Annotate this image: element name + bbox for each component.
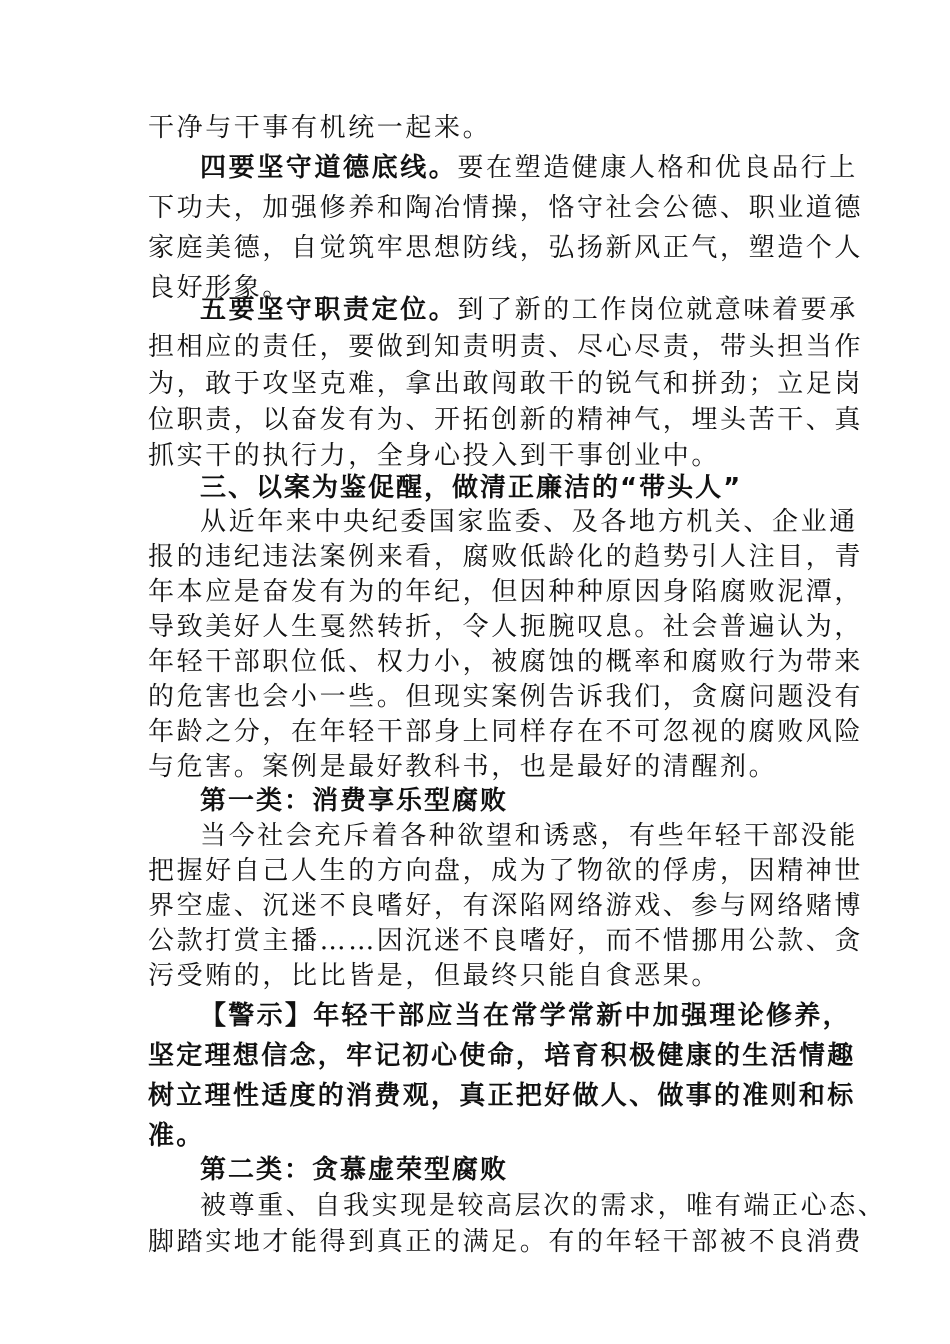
paragraph-line: 导致美好人生戛然转折，令人扼腕叹息。社会普遍认为， bbox=[148, 612, 864, 642]
paragraph-line: 被尊重、自我实现是较高层次的需求，唯有端正心态、 bbox=[200, 1191, 887, 1221]
paragraph-line: 的危害也会小一些。但现实案例告诉我们，贪腐问题没有 bbox=[148, 682, 864, 712]
paragraph-line: 年龄之分，在年轻干部身上同样存在不可忽视的腐败风险 bbox=[148, 717, 864, 747]
warning-line: 坚定理想信念，牢记初心使命，培育积极健康的生活情趣 bbox=[148, 1041, 856, 1071]
paragraph-lead-bold: 五要坚守职责定位。 bbox=[200, 295, 458, 325]
subsection-heading: 第二类：贪慕虚荣型腐败 bbox=[200, 1155, 509, 1185]
paragraph-four-first-line bbox=[200, 148, 890, 188]
warning-line: 树立理性适度的消费观，真正把好做人、做事的准则和标 bbox=[148, 1081, 856, 1111]
paragraph-line: 脚踏实地才能得到真正的满足。有的年轻干部被不良消费 bbox=[148, 1227, 864, 1257]
paragraph-line: 位职责，以奋发有为、开拓创新的精神气，埋头苦干、真 bbox=[148, 405, 864, 435]
paragraph-line: 为，敢于攻坚克难，拿出敢闯敢干的锐气和拼劲；立足岗 bbox=[148, 369, 864, 399]
paragraph-line: 报的违纪违法案例来看，腐败低龄化的趋势引人注目，青 bbox=[148, 542, 864, 572]
paragraph-line: 年轻干部职位低、权力小，被腐蚀的概率和腐败行为带来 bbox=[148, 647, 864, 677]
warning-line: 【警示】年轻干部应当在常学常新中加强理论修养， bbox=[200, 1001, 851, 1031]
paragraph-line: 家庭美德，自觉筑牢思想防线，弘扬新风正气，塑造个人 bbox=[148, 233, 864, 263]
paragraph-line: 担相应的责任，要做到知责明责、尽心尽责，带头担当作 bbox=[148, 332, 864, 362]
paragraph-line: 当今社会充斥着各种欲望和诱惑，有些年轻干部没能 bbox=[200, 821, 858, 851]
paragraph-line: 把握好自己人生的方向盘，成为了物欲的俘虏，因精神世 bbox=[148, 856, 864, 886]
section-heading: 三、以案为鉴促醒，做清正廉洁的“带头人” bbox=[200, 473, 743, 503]
paragraph-lead-bold: 四要坚守道德底线。 bbox=[200, 153, 458, 183]
paragraph-line: 与危害。案例是最好教科书，也是最好的清醒剂。 bbox=[148, 752, 778, 782]
paragraph-text: 到了新的工作岗位就意味着要承 bbox=[457, 295, 858, 325]
paragraph-line: 界空虚、沉迷不良嗜好，有深陷网络游戏、参与网络赌博 bbox=[148, 891, 864, 921]
paragraph-line: 抓实干的执行力，全身心投入到干事创业中。 bbox=[148, 441, 721, 471]
paragraph-text: 要在塑造健康人格和优良品行上 bbox=[457, 153, 858, 183]
paragraph-line: 从近年来中央纪委国家监委、及各地方机关、企业通 bbox=[200, 507, 858, 537]
paragraph-line: 良好形象。 bbox=[148, 273, 292, 303]
paragraph-line: 公款打赏主播……因沉迷不良嗜好，而不惜挪用公款、贪 bbox=[148, 926, 864, 956]
paragraph-line: 下功夫，加强修养和陶冶情操，恪守社会公德、职业道德 bbox=[148, 193, 864, 223]
paragraph-line: 污受贿的，比比皆是，但最终只能自食恶果。 bbox=[148, 961, 721, 991]
paragraph-line: 干净与干事有机统一起来。 bbox=[148, 113, 492, 143]
paragraph-line: 年本应是奋发有为的年纪，但因种种原因身陷腐败泥潭， bbox=[148, 577, 864, 607]
subsection-heading: 第一类：消费享乐型腐败 bbox=[200, 786, 509, 816]
warning-line: 准。 bbox=[148, 1121, 205, 1151]
paragraph-five-first-line bbox=[200, 290, 890, 330]
